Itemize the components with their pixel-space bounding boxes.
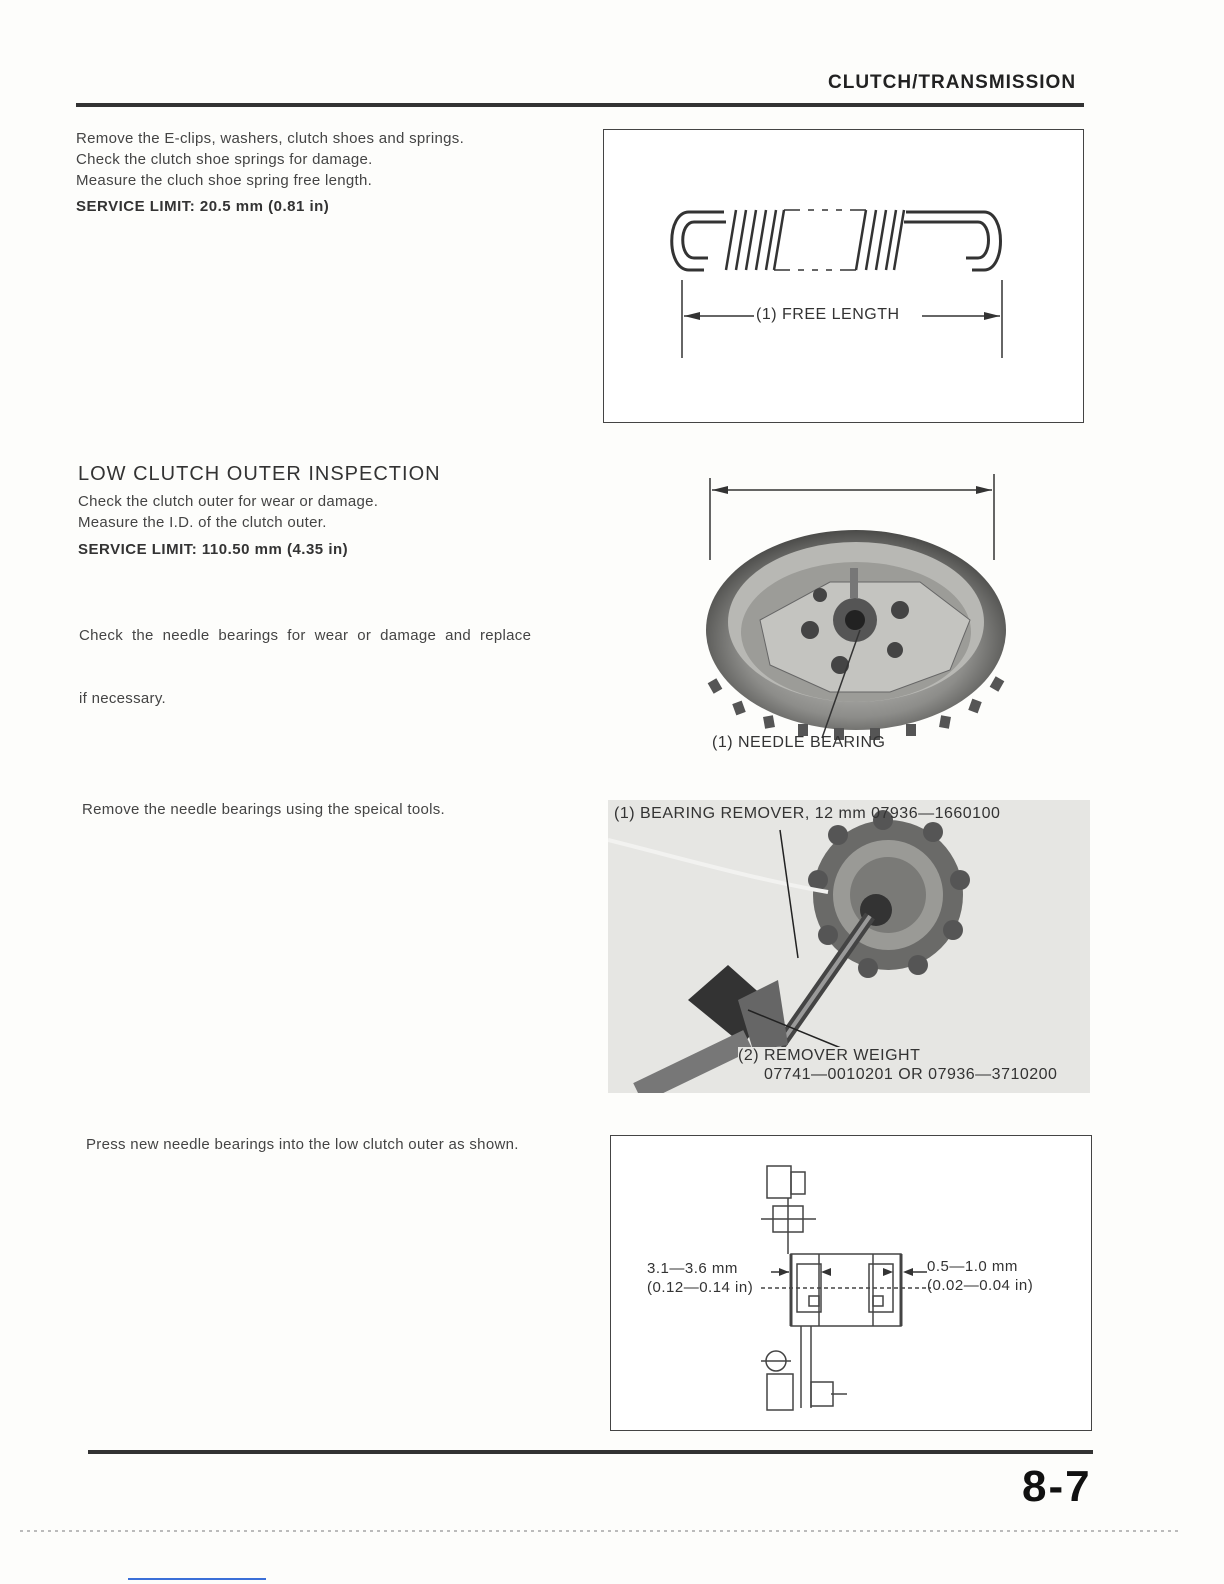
clutch-outer-drawing: [690, 470, 1030, 760]
section-header: CLUTCH/TRANSMISSION: [828, 72, 1077, 93]
section1-line: Remove the E-clips, washers, clutch shoes and springs.: [76, 130, 465, 147]
remover-weight-partnumbers: 07741—0010201 OR 07936—3710200: [764, 1066, 1058, 1083]
section1-text: [76, 128, 464, 191]
remover-weight-label: (2) REMOVER WEIGHT: [738, 1047, 921, 1064]
blue-mark: [128, 1578, 266, 1580]
section1-line: Measure the cluch shoe spring free length.: [76, 172, 373, 189]
page-number: 8-7: [1022, 1462, 1092, 1511]
top-rule: [76, 103, 1084, 107]
needle-bearing-label: (1) NEEDLE BEARING: [712, 734, 886, 751]
service-limit-1: SERVICE LIMIT: 20.5 mm (0.81 in): [76, 198, 330, 215]
section2-note: [79, 583, 531, 730]
service-limit-2: SERVICE LIMIT: 110.50 mm (4.35 in): [78, 541, 349, 558]
section1-line: Check the clutch shoe springs for damage.: [76, 151, 373, 168]
section2-text: [78, 491, 378, 533]
bottom-rule: [88, 1450, 1093, 1454]
free-length-label: (1) FREE LENGTH: [756, 306, 900, 323]
spring-figure: [603, 129, 1084, 423]
right-clearance-in: (0.02—0.04 in): [927, 1277, 1034, 1294]
clutch-outer-photo: [690, 470, 1030, 760]
section2-title: LOW CLUTCH OUTER INSPECTION: [78, 463, 441, 485]
scan-edge-noise: [20, 1530, 1180, 1532]
left-clearance-mm: 3.1—3.6 mm: [647, 1260, 738, 1277]
section2-line: Measure the I.D. of the clutch outer.: [78, 514, 327, 531]
section2-note-line: if necessary.: [79, 690, 166, 707]
spring-diagram: [604, 130, 1082, 421]
right-clearance-mm: 0.5—1.0 mm: [927, 1258, 1018, 1275]
section2-line: Check the clutch outer for wear or damage.: [78, 493, 379, 510]
section3-text: Remove the needle bearings using the speical tools.: [82, 801, 446, 818]
section2-note-line: Check the needle bearings for wear or damage and replace: [79, 627, 532, 644]
section4-text: Press new needle bearings into the low clutch outer as shown.: [86, 1136, 519, 1153]
bearing-remover-label: (1) BEARING REMOVER, 12 mm 07936—1660100: [614, 805, 1001, 822]
bearing-remover-photo: [608, 800, 1090, 1093]
left-clearance-in: (0.12—0.14 in): [647, 1279, 754, 1296]
press-diagram-figure: [610, 1135, 1092, 1431]
